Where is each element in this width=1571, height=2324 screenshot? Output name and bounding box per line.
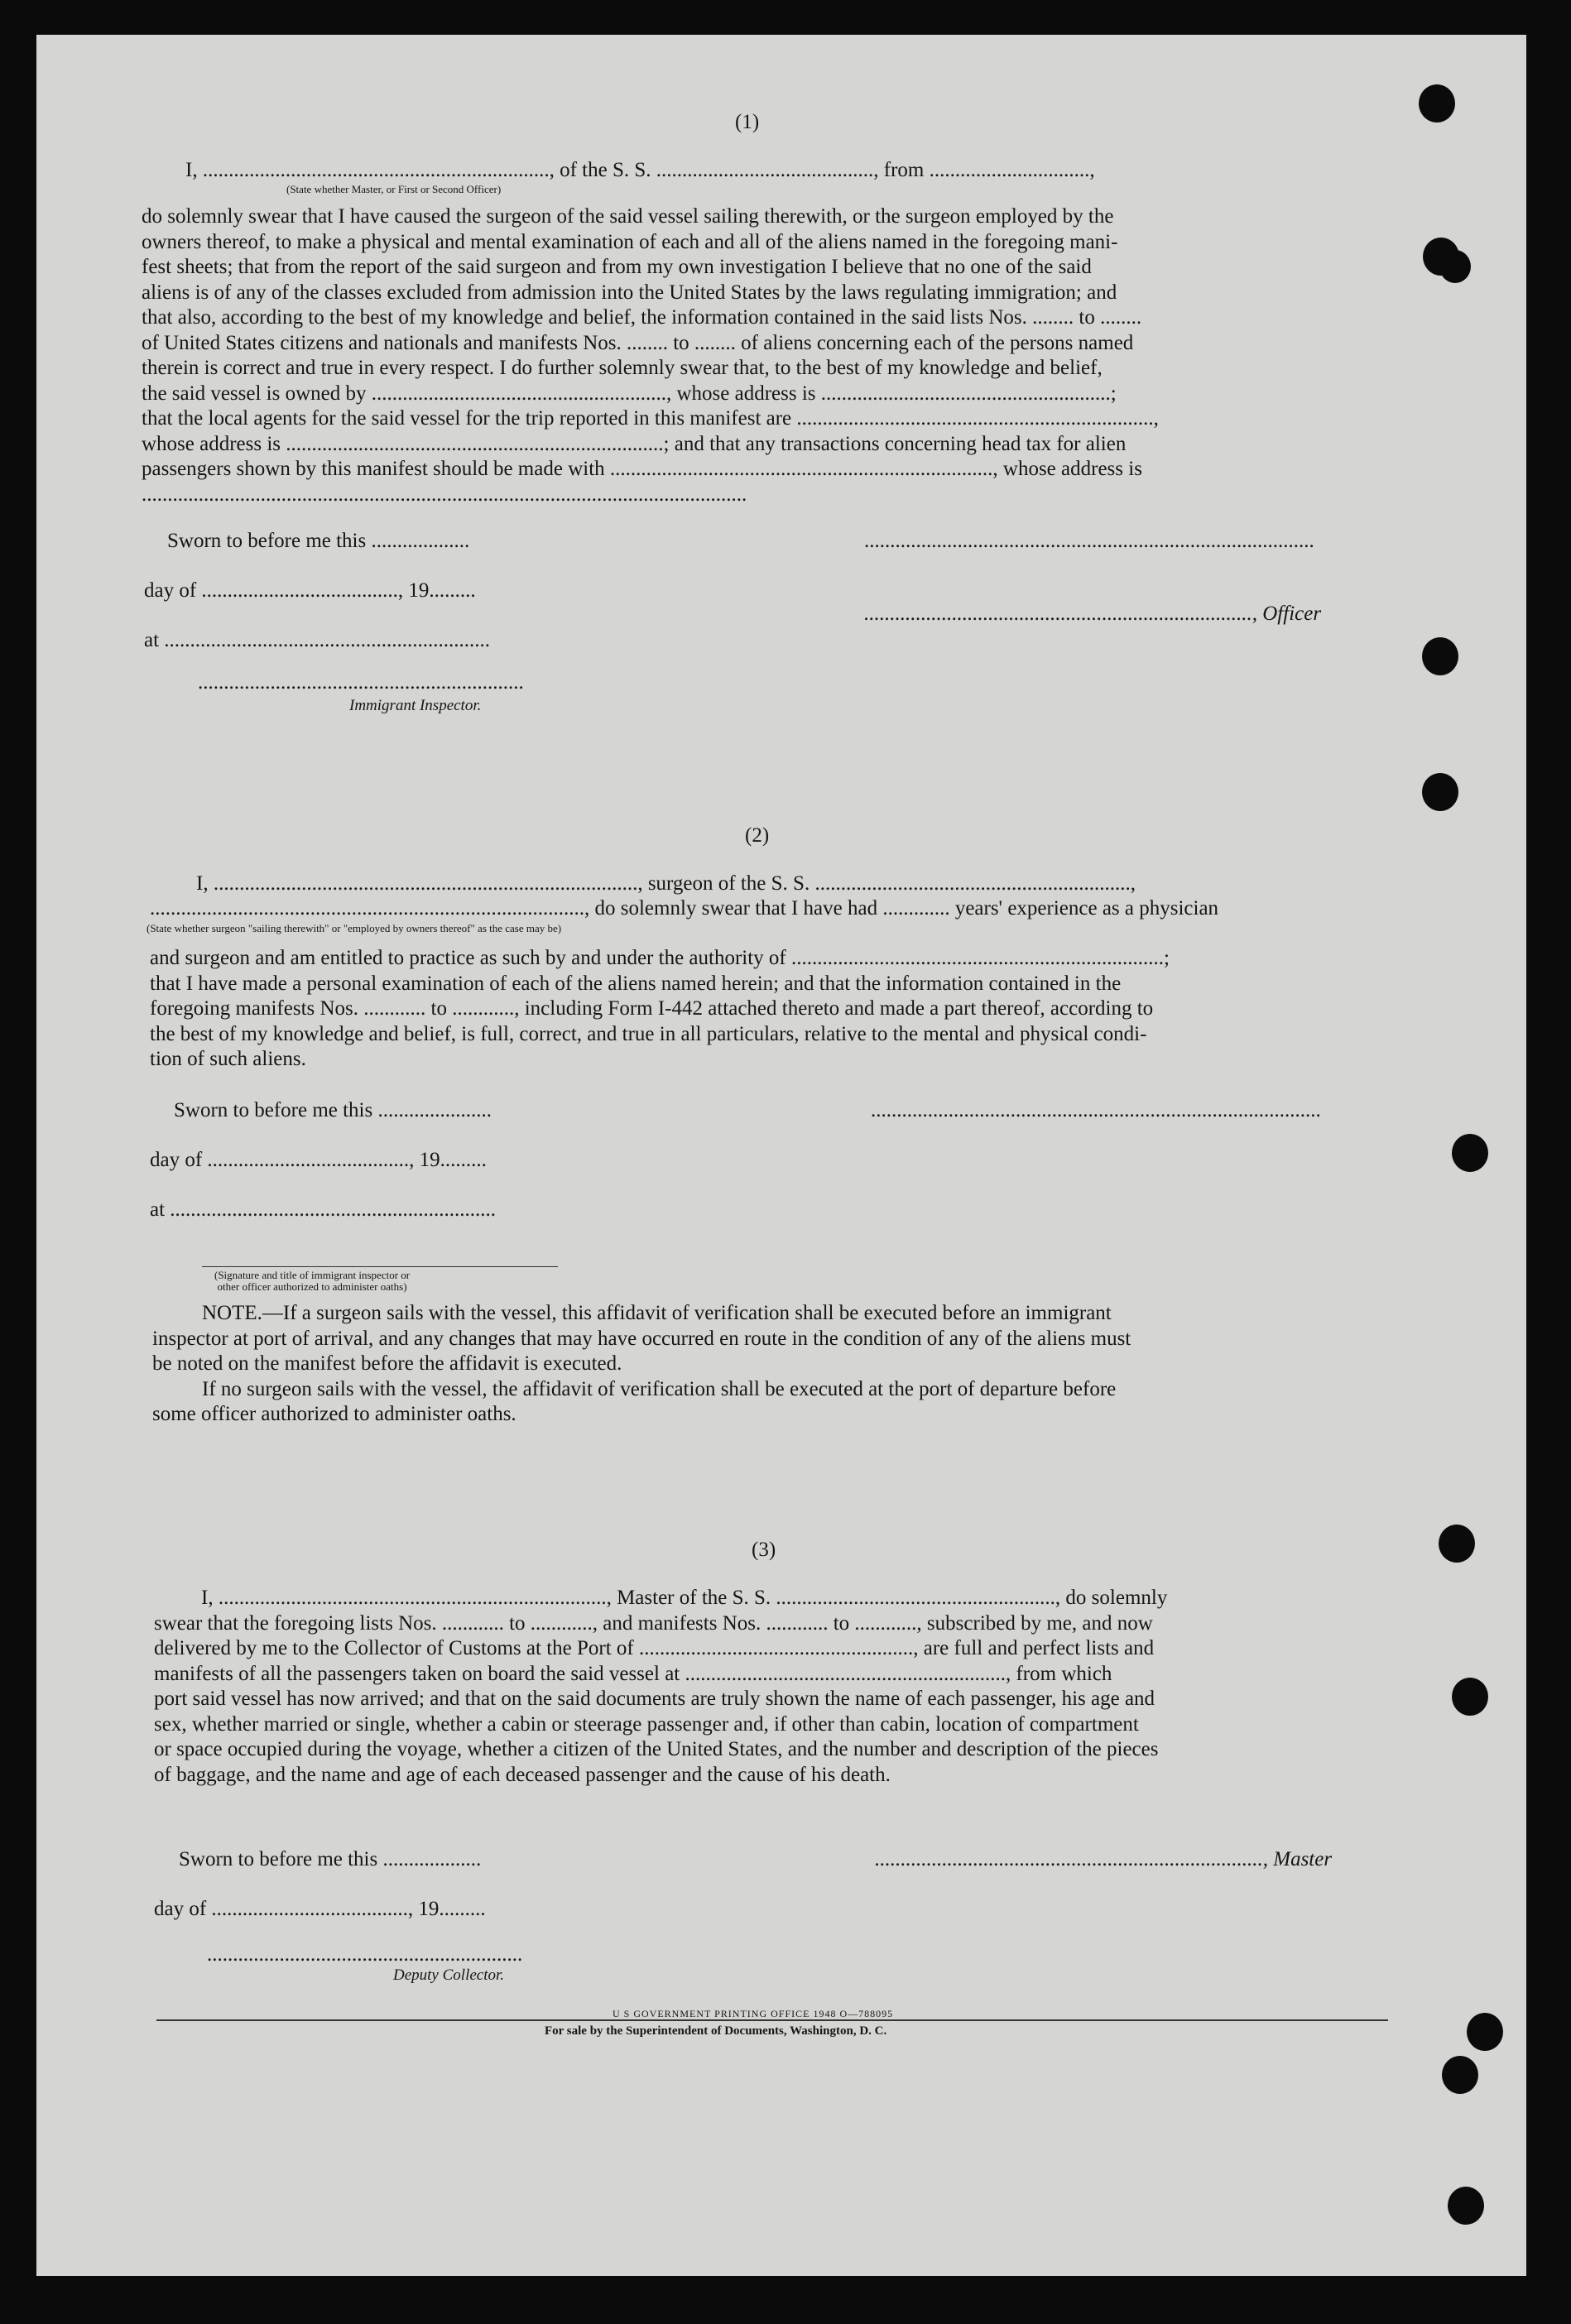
text-line: If no surgeon sails with the vessel, the affidavit of verification shall be executed at the port of departure before	[202, 1377, 1117, 1400]
text-line: NOTE.—If a surgeon sails with the vessel, this affidavit of verification shall be executed before an immigrant	[202, 1302, 1112, 1324]
section-1-day: day of ......................................, 19.........	[144, 579, 476, 602]
text-line: owners thereof, to make a physical and mental examination of each and all of the aliens named in the foregoing mani-	[142, 230, 1118, 253]
text-line: of baggage, and the name and age of each deceased passenger and the cause of his death.	[154, 1763, 891, 1786]
section-3-collector-title: Deputy Collector.	[393, 1966, 505, 1984]
punch-hole	[1422, 773, 1458, 811]
text-line: that I have made a personal examination of each of the aliens named herein; and that the information contained in the	[150, 972, 1122, 995]
section-2-note	[152, 1301, 1422, 1428]
section-2-second-line: ...................................................................................., do solemnly swear that I have had ............. years' experience as a physician	[150, 897, 1219, 920]
section-1-sworn: Sworn to before me this ...................	[167, 530, 470, 552]
section-1-number: (1)	[735, 111, 760, 133]
section-1-officer-line: ..........................................................................., Officer	[864, 603, 1322, 625]
form-page	[36, 35, 1526, 2276]
section-2-at: at ...............................................................	[150, 1198, 497, 1221]
punch-hole	[1467, 2013, 1503, 2051]
gpo-imprint: U S GOVERNMENT PRINTING OFFICE 1948 O—788095	[613, 2008, 894, 2019]
section-2-signature-rule	[202, 1266, 558, 1267]
punch-hole	[1419, 84, 1455, 122]
text-line: that also, according to the best of my knowledge and belief, the information contained in the said lists Nos. ........ to ........	[142, 306, 1142, 329]
section-2-sworn: Sworn to before me this ......................	[174, 1099, 492, 1121]
text-line: that the local agents for the said vessel for the trip reported in this manifest are .....................................................................,	[142, 407, 1159, 430]
section-1-inspector-line: ...............................................................	[198, 671, 524, 694]
section-1-opening-line: I, ..................................................................., of the S. S. .........................................., from ...............................,	[185, 159, 1095, 181]
text-line: and surgeon and am entitled to practice as such by and under the authority of ........................................................................;	[150, 947, 1170, 969]
punch-hole	[1439, 1525, 1475, 1563]
text-line: inspector at port of arrival, and any changes that may have occurred en route in the condition of any of the aliens must	[152, 1327, 1131, 1350]
section-3-number: (3)	[752, 1539, 776, 1561]
section-2-opening-line: I, .................................................................................., surgeon of the S. S. .............................................................,	[196, 872, 1136, 895]
section-3-collector-line: .............................................................	[207, 1943, 523, 1966]
section-2-paragraph	[150, 946, 1416, 1073]
text-line: foregoing manifests Nos. ............ to ............, including Form I-442 attached thereto and made a part thereof, according to	[150, 997, 1154, 1020]
text-line: of United States citizens and nationals and manifests Nos. ........ to ........ of aliens concerning each of the persons named	[142, 331, 1134, 354]
text-line: whose address is .........................................................................; and that any transactions concerning head tax for alien	[142, 432, 1127, 455]
punch-hole	[1452, 1678, 1488, 1716]
text-line: swear that the foregoing lists Nos. ............ to ............, and manifests Nos. ............ to ............, subscribed by me, and now	[154, 1611, 1153, 1635]
section-2-caption: (State whether surgeon "sailing therewith" or "employed by owners thereof" as the case may be)	[147, 922, 562, 934]
text-line: I, ..........................................................................., Master of the S. S. ......................................................, do solemnly	[201, 1587, 1168, 1609]
text-line: do solemnly swear that I have caused the surgeon of the said vessel sailing therewith, or the surgeon employed by the	[142, 205, 1114, 228]
punch-hole	[1452, 1134, 1488, 1172]
punch-hole	[1442, 2056, 1478, 2094]
section-3-paragraph	[154, 1586, 1424, 1788]
section-1-caption: (State whether Master, or First or Second Officer)	[286, 183, 502, 195]
section-2-signature-line: .......................................................................................	[871, 1099, 1321, 1121]
section-2-number: (2)	[745, 824, 770, 847]
text-line: fest sheets; that from the report of the said surgeon and from my own investigation I believe that no one of the said	[142, 256, 1092, 278]
text-line: the best of my knowledge and belief, is full, correct, and true in all particulars, relative to the mental and physical condi-	[150, 1022, 1147, 1045]
text-line: .....................................................................................................................	[142, 483, 747, 506]
section-1-inspector-title: Immigrant Inspector.	[349, 697, 482, 714]
text-line: therein is correct and true in every respect. I do further solemnly swear that, to the best of my knowledge and belief,	[142, 357, 1103, 379]
punch-hole	[1422, 637, 1458, 675]
section-3-sworn: Sworn to before me this ...................	[179, 1848, 482, 1870]
text-line: some officer authorized to administer oaths.	[152, 1403, 516, 1425]
section-1-signature-line: .......................................................................................	[864, 530, 1314, 552]
punch-hole	[1448, 2187, 1484, 2225]
section-1-at: at ...............................................................	[144, 629, 491, 651]
section-3-master-line: ..........................................................................., Master	[875, 1848, 1333, 1870]
sale-notice: For sale by the Superintendent of Documents, Washington, D. C.	[545, 2024, 887, 2038]
text-line: tion of such aliens.	[150, 1048, 306, 1070]
text-line: be noted on the manifest before the affidavit is executed.	[152, 1352, 622, 1375]
footer-rule	[156, 2019, 1388, 2021]
section-2-day: day of ......................................., 19.........	[150, 1149, 487, 1171]
text-line: manifests of all the passengers taken on board the said vessel at .............................................................., from which	[154, 1662, 1112, 1685]
text-line: delivered by me to the Collector of Customs at the Port of ....................................................., are full and perfect lists and	[154, 1637, 1155, 1659]
text-line: or space occupied during the voyage, whether a citizen of the United States, and the number and description of the pieces	[154, 1738, 1159, 1760]
section-3-day: day of ......................................, 19.........	[154, 1898, 486, 1920]
section-2-signature-caption: (Signature and title of immigrant inspector or other officer authorized to administer oaths)	[214, 1269, 411, 1293]
text-line: sex, whether married or single, whether a cabin or steerage passenger and, if other than cabin, location of compartment	[154, 1712, 1139, 1736]
punch-hole	[1439, 250, 1471, 283]
text-line: the said vessel is owned by ........................................................., whose address is ........................................................;	[142, 382, 1117, 405]
text-line: aliens is of any of the classes excluded from admission into the United States by the laws regulating immigration; and	[142, 281, 1117, 304]
section-1-paragraph	[142, 204, 1410, 507]
text-line: port said vessel has now arrived; and that on the said documents are truly shown the name of each passenger, his age and	[154, 1688, 1155, 1710]
text-line: passengers shown by this manifest should be made with .........................................................................., whose address is	[142, 458, 1142, 480]
